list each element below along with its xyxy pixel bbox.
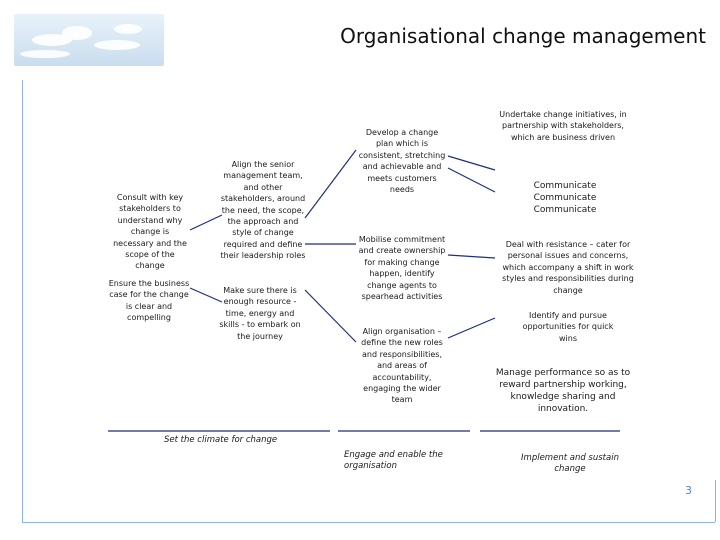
- page-number: 3: [685, 484, 692, 497]
- node-mobilise: Mobilise commitment and create ownership for making change happen, identify change agents to spearhead activities: [358, 235, 446, 302]
- connector-right-upper: [448, 168, 495, 192]
- connector-right-lower: [448, 318, 495, 338]
- communicate-line-1: Communicate: [533, 181, 597, 191]
- node-align-org: Align organisation – define the new roles and responsibilities, and areas of accountability, engaging the wider team: [361, 327, 443, 405]
- communicate-line-3: Communicate: [533, 205, 597, 215]
- phase-label-engage: Engage and enable the organisation: [344, 450, 443, 471]
- page-title: Organisational change management: [340, 24, 706, 48]
- connector-right-mid: [448, 255, 495, 258]
- phase-label-climate: Set the climate for change: [164, 435, 278, 445]
- connector-left-upper: [190, 215, 222, 230]
- connector-mid-top: [305, 150, 356, 218]
- node-align-senior: Align the senior management team, and other stakeholders, around the need, the scope, the approach and style of change required and define their leadership roles: [220, 160, 306, 261]
- node-undertake: Undertake change initiatives, in partnership with stakeholders, which are business driven: [499, 110, 627, 142]
- communicate-line-2: Communicate: [533, 193, 597, 203]
- node-business-case: Ensure the business case for the change is clear and compelling: [108, 279, 190, 323]
- connector-right-top: [448, 156, 495, 170]
- node-consult: Consult with key stakeholders to understand why change is necessary and the scope of the change: [113, 193, 187, 271]
- node-communicate: [520, 180, 610, 216]
- node-develop-plan: Develop a change plan which is consistent, stretching and achievable and meets customers needs: [358, 128, 446, 195]
- node-performance: Manage performance so as to reward partnership working, knowledge sharing and innovation.: [495, 368, 631, 414]
- phase-label-implement: Implement and sustain change: [521, 453, 619, 474]
- node-resistance: Deal with resistance – cater for personal issues and concerns, which accompany a shift in work styles and responsibilities during change: [502, 240, 634, 295]
- connector-mid-bottom: [305, 290, 356, 342]
- node-quick-wins: Identify and pursue opportunities for quick wins: [522, 311, 614, 343]
- node-resource: Make sure there is enough resource - time, energy and skills - to embark on the journey: [219, 286, 301, 341]
